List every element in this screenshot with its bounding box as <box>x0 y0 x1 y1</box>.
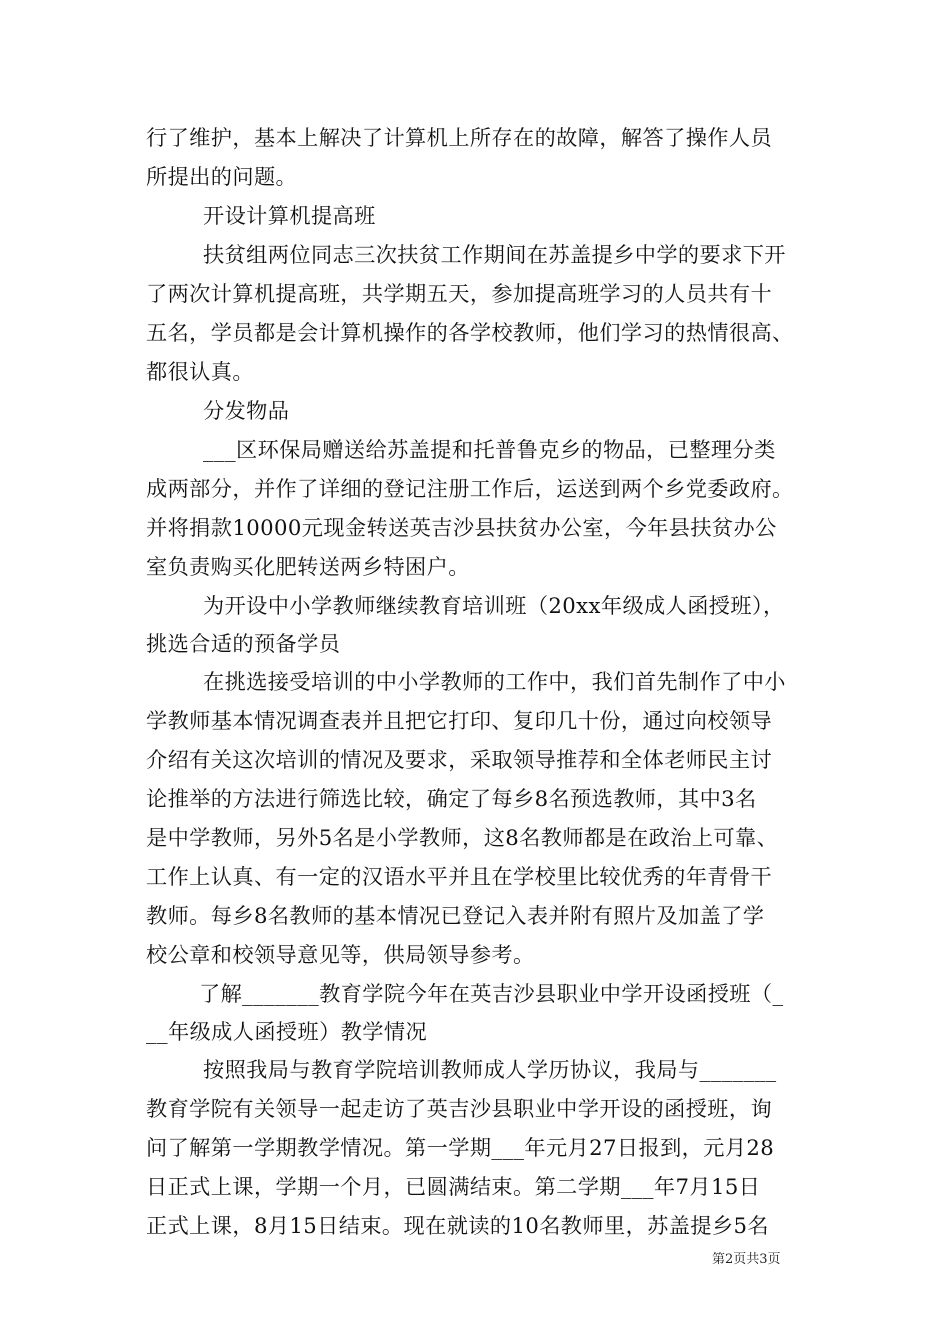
text-line-24: __年级成人函授班）教学情况 <box>146 1019 428 1044</box>
document-body <box>146 118 812 1245</box>
text-line-1: 行了维护，基本上解决了计算机上所存在的故障，解答了操作人员 <box>146 125 773 150</box>
text-line-20: 工作上认真、有一定的汉语水平并且在学校里比较优秀的年青骨干 <box>146 864 773 889</box>
text-line-22: 校公章和校领导意见等，供局领导参考。 <box>146 942 535 967</box>
page-number-footer: 第2页共3页 <box>712 1252 781 1267</box>
text-line-17: 介绍有关这次培训的情况及要求，采取领导推荐和全体老师民主讨 <box>146 747 773 772</box>
text-line-4: 扶贫组两位同志三次扶贫工作期间在苏盖提乡中学的要求下开 <box>203 242 786 267</box>
text-line-21: 教师。每乡8名教师的基本情况已登记入表并附有照片及加盖了学 <box>146 903 765 928</box>
text-line-29: 正式上课，8月15日结束。现在就读的10名教师里，苏盖提乡5名 <box>146 1213 769 1238</box>
text-line-18: 论推举的方法进行筛选比较，确定了每乡8名预选教师，其中3名 <box>146 786 757 811</box>
text-line-12: 室负责购买化肥转送两乡特困户。 <box>146 554 470 579</box>
text-line-2: 所提出的问题。 <box>146 164 298 189</box>
text-line-9: ___区环保局赠送给苏盖提和托普鲁克乡的物品，已整理分类 <box>203 437 776 462</box>
text-line-5: 了两次计算机提高班，共学期五天，参加提高班学习的人员共有十 <box>146 281 773 306</box>
text-line-19: 是中学教师，另外5名是小学教师，这8名教师都是在政治上可靠、 <box>146 825 779 850</box>
text-line-7: 都很认真。 <box>146 359 254 384</box>
text-line-26: 教育学院有关领导一起走访了英吉沙县职业中学开设的函授班，询 <box>146 1096 773 1121</box>
section-heading-distribute-items: 分发物品 <box>203 398 290 423</box>
text-line-10: 成两部分，并作了详细的登记注册工作后，运送到两个乡党委政府。 <box>146 476 794 501</box>
text-line-11: 并将捐款10000元现金转送英吉沙县扶贫办公室，今年县扶贫办公 <box>146 515 777 540</box>
text-line-27: 问了解第一学期教学情况。第一学期___年元月27日报到，元月28 <box>146 1135 775 1160</box>
text-line-6: 五名，学员都是会计算机操作的各学校教师，他们学习的热情很高、 <box>146 320 794 345</box>
section-heading-computer-class: 开设计算机提高班 <box>203 203 376 228</box>
text-line-14: 挑选合适的预备学员 <box>146 631 341 656</box>
text-line-16: 学教师基本情况调查表并且把它打印、复印几十份，通过向校领导 <box>146 708 773 733</box>
text-line-15: 在挑选接受培训的中小学教师的工作中，我们首先制作了中小 <box>203 669 786 694</box>
text-line-28: 日正式上课，学期一个月，已圆满结束。第二学期___年7月15日 <box>146 1174 761 1199</box>
section-heading-teacher-training: 为开设中小学教师继续教育培训班（20xx年级成人函授班）， <box>203 593 785 618</box>
text-line-25: 按照我局与教育学院培训教师成人学历协议，我局与_______ <box>203 1057 777 1082</box>
section-heading-correspondence-class: 了解_______教育学院今年在英吉沙县职业中学开设函授班（_ <box>199 981 784 1006</box>
